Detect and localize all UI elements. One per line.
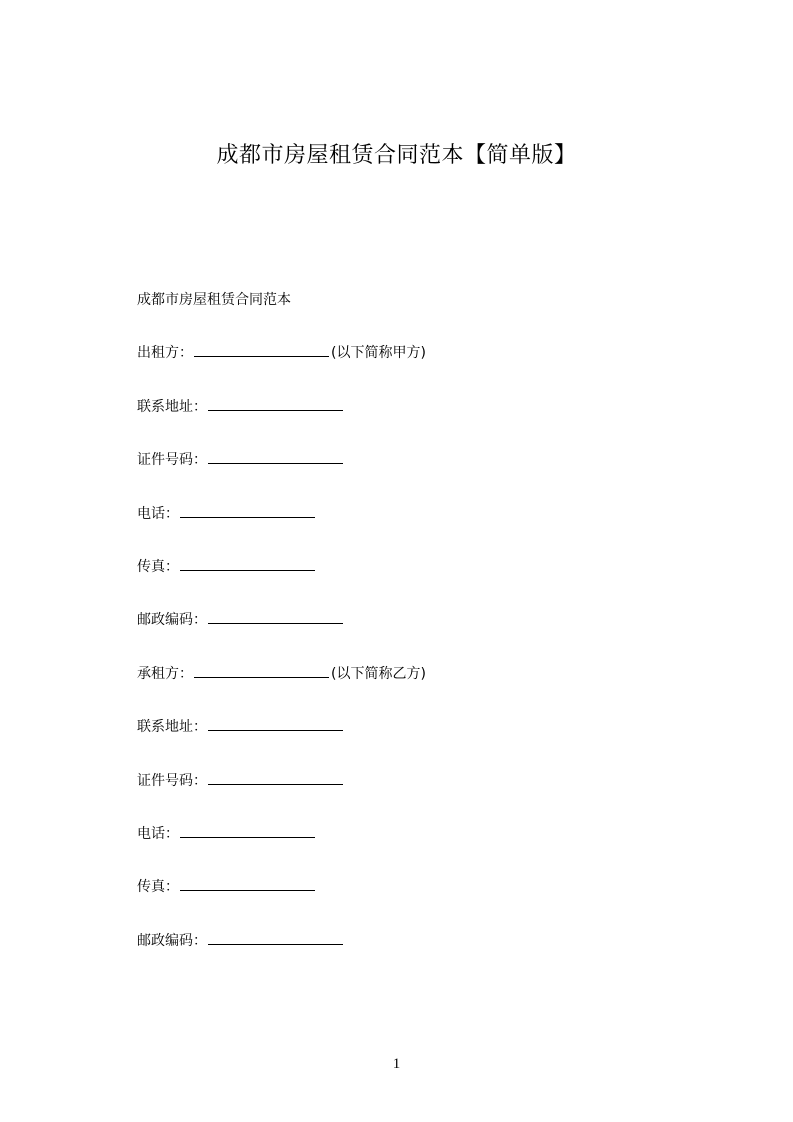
party-b-phone-blank	[180, 822, 315, 838]
party-b-id-line	[137, 769, 677, 822]
contract-subtitle	[137, 288, 677, 341]
party-a-label: 出租方：	[137, 345, 193, 362]
party-a-id-line	[137, 448, 677, 501]
party-b-postcode-blank	[208, 929, 343, 945]
party-b-name-blank	[194, 662, 329, 678]
party-a-phone-label: 电话：	[137, 505, 179, 522]
party-b-postcode-label: 邮政编码：	[137, 932, 207, 949]
party-a-id-blank	[208, 448, 343, 464]
party-a-fax-label: 传真：	[137, 558, 179, 575]
party-b-phone-label: 电话：	[137, 825, 179, 842]
party-b-id-blank	[208, 769, 343, 785]
party-a-postcode-label: 邮政编码：	[137, 612, 207, 629]
document-body	[137, 288, 677, 982]
party-b-id-label: 证件号码：	[137, 772, 207, 789]
party-a-address-label: 联系地址：	[137, 398, 207, 415]
party-b-fax-line	[137, 875, 677, 928]
party-b-address-line	[137, 715, 677, 768]
party-a-postcode-blank	[208, 608, 343, 624]
party-a-phone-blank	[180, 502, 315, 518]
party-a-fax-line	[137, 555, 677, 608]
party-a-address-line	[137, 395, 677, 448]
party-a-suffix: (以下简称甲方)	[331, 345, 426, 362]
party-a-lessor-line	[137, 341, 677, 394]
party-a-fax-blank	[180, 555, 315, 571]
party-a-postcode-line	[137, 608, 677, 661]
party-b-label: 承租方：	[137, 665, 193, 682]
document-title: 成都市房屋租赁合同范本【简单版】	[216, 143, 577, 168]
party-b-address-blank	[208, 715, 343, 731]
party-b-address-label: 联系地址：	[137, 719, 207, 736]
party-b-fax-blank	[180, 875, 315, 891]
party-b-postcode-line	[137, 929, 677, 982]
party-a-id-label: 证件号码：	[137, 452, 207, 469]
party-b-fax-label: 传真：	[137, 879, 179, 896]
party-a-name-blank	[194, 341, 329, 357]
party-a-phone-line	[137, 502, 677, 555]
party-b-phone-line	[137, 822, 677, 875]
party-b-suffix: (以下简称乙方)	[331, 665, 426, 682]
contract-subtitle-text: 成都市房屋租赁合同范本	[137, 292, 291, 308]
party-a-address-blank	[208, 395, 343, 411]
party-b-lessee-line	[137, 662, 677, 715]
page-number: 1	[392, 1056, 401, 1072]
